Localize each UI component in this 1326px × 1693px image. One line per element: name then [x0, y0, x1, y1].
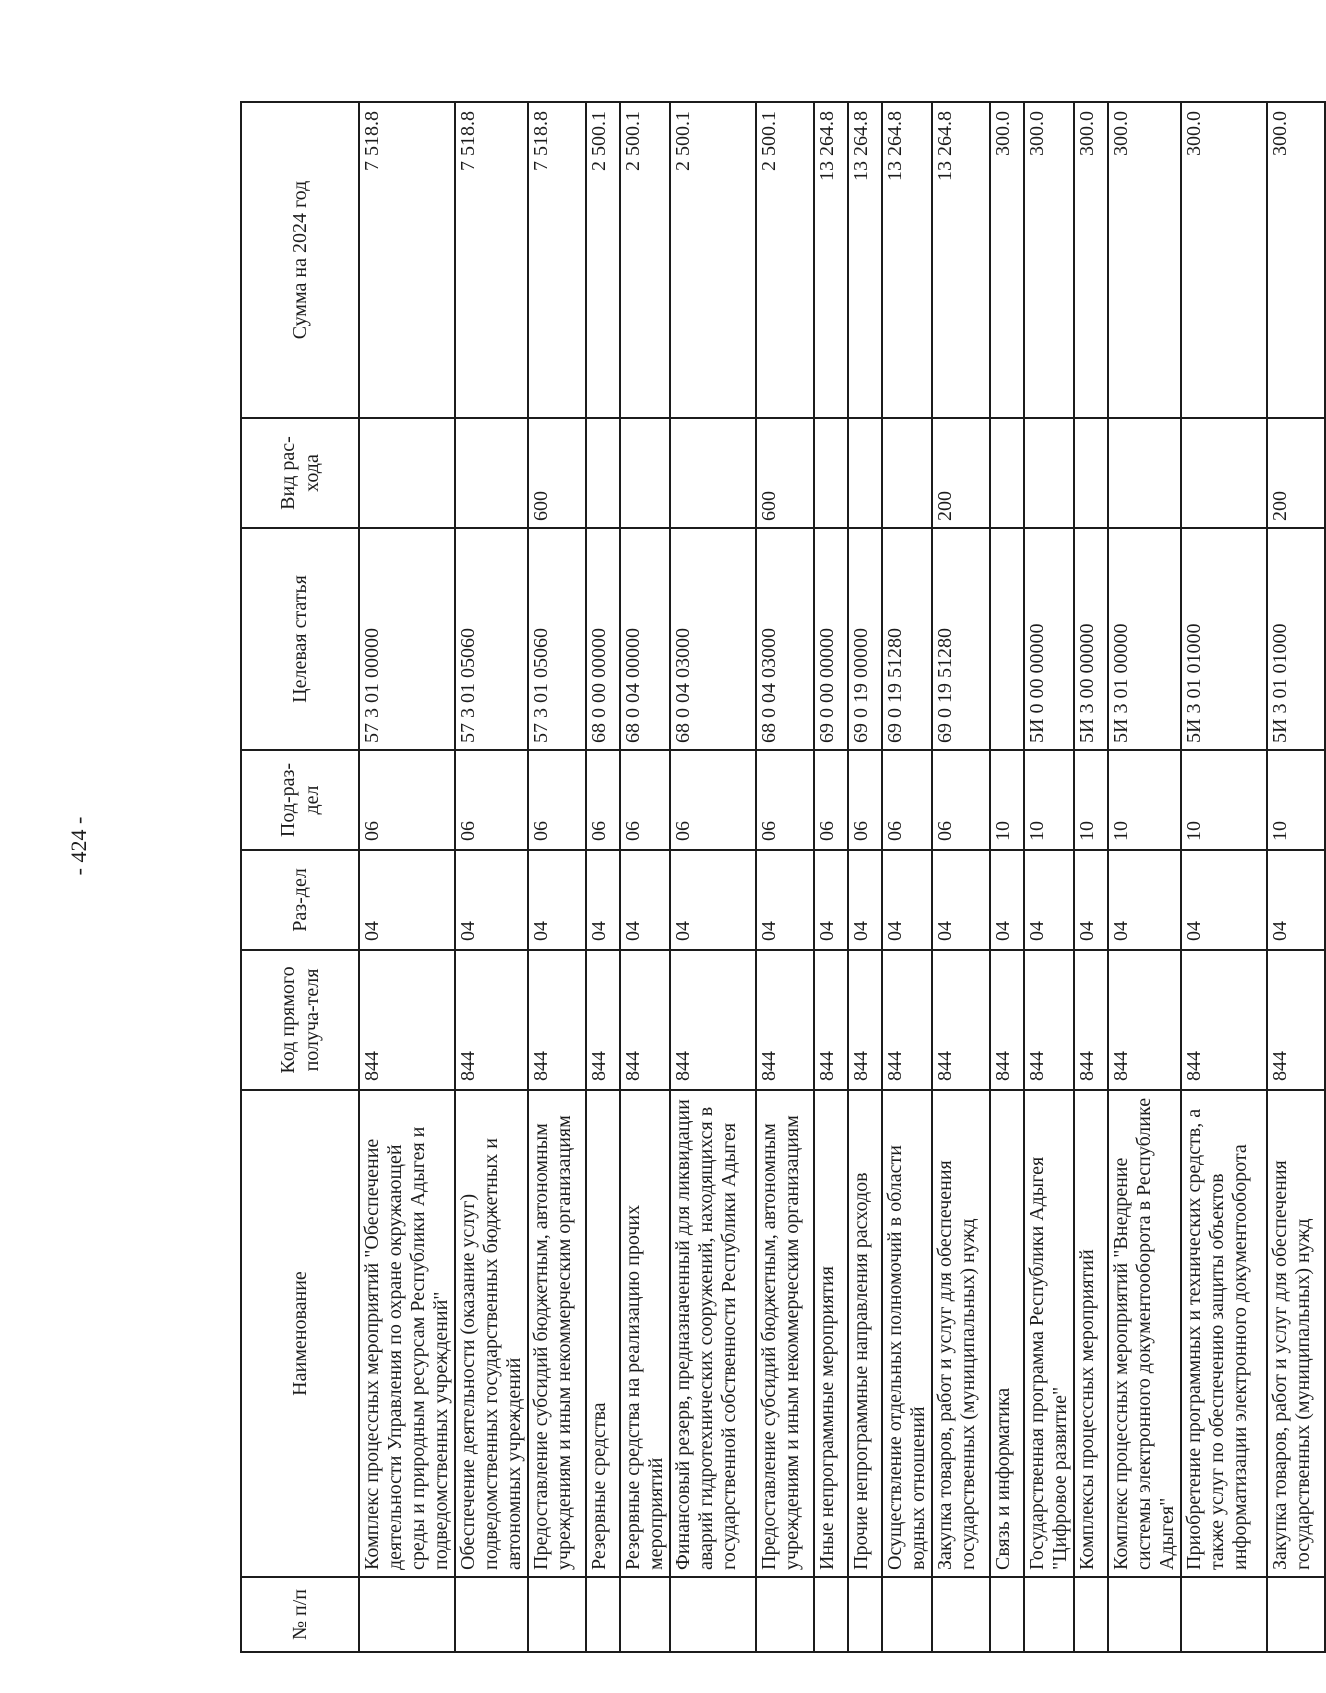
table-row — [670, 102, 756, 1652]
cell-name: Приобретение программных и технических средств, а также услуг по обеспечению защиты объектов информатизации электронного документооборота — [1181, 1090, 1267, 1577]
cell-type: 200 — [932, 418, 990, 528]
cell-sum: 13 264.8 — [882, 102, 932, 418]
cell-name: Связь и информатика — [990, 1090, 1024, 1577]
cell-type — [848, 418, 882, 528]
cell-type — [1024, 418, 1074, 528]
cell-type — [359, 418, 455, 528]
cell-subsection: 06 — [814, 750, 848, 850]
cell-subsection: 06 — [528, 750, 586, 850]
cell-target: 57 3 01 00000 — [359, 528, 455, 750]
header-name: Наименование — [241, 1090, 359, 1577]
header-no: № п/п — [241, 1577, 359, 1652]
cell-sum: 300.0 — [1024, 102, 1074, 418]
header-target: Целевая статья — [241, 528, 359, 750]
cell-no — [1024, 1577, 1074, 1652]
cell-target: 68 0 04 00000 — [620, 528, 670, 750]
cell-sum: 300.0 — [990, 102, 1024, 418]
cell-section: 04 — [1267, 850, 1325, 950]
cell-section: 04 — [455, 850, 528, 950]
cell-code: 844 — [990, 950, 1024, 1090]
cell-subsection: 06 — [670, 750, 756, 850]
cell-type: 200 — [1267, 418, 1325, 528]
table-row — [990, 102, 1024, 1652]
header-section: Раз-дел — [241, 850, 359, 950]
cell-code: 844 — [882, 950, 932, 1090]
cell-section: 04 — [1181, 850, 1267, 950]
cell-section: 04 — [620, 850, 670, 950]
cell-section: 04 — [814, 850, 848, 950]
cell-section: 04 — [586, 850, 620, 950]
cell-subsection: 10 — [1181, 750, 1267, 850]
cell-no — [528, 1577, 586, 1652]
cell-code: 844 — [620, 950, 670, 1090]
table-row — [359, 102, 455, 1652]
cell-no — [1267, 1577, 1325, 1652]
table-row — [932, 102, 990, 1652]
header-subsection: Под-раз-дел — [241, 750, 359, 850]
cell-sum: 7 518.8 — [528, 102, 586, 418]
cell-section: 04 — [670, 850, 756, 950]
cell-target: 5И 3 01 00000 — [1108, 528, 1181, 750]
cell-name: Закупка товаров, работ и услуг для обеспечения государственных (муниципальных) нужд — [1267, 1090, 1325, 1577]
cell-sum: 300.0 — [1267, 102, 1325, 418]
cell-code: 844 — [848, 950, 882, 1090]
table-header-row — [241, 102, 359, 1652]
cell-target: 5И 0 00 00000 — [1024, 528, 1074, 750]
cell-subsection: 06 — [882, 750, 932, 850]
table-row — [1074, 102, 1108, 1652]
cell-subsection: 06 — [756, 750, 814, 850]
table-row — [756, 102, 814, 1652]
cell-target: 69 0 19 00000 — [848, 528, 882, 750]
cell-name: Закупка товаров, работ и услуг для обеспечения государственных (муниципальных) нужд — [932, 1090, 990, 1577]
cell-no — [848, 1577, 882, 1652]
cell-section: 04 — [1074, 850, 1108, 950]
table-row — [1108, 102, 1181, 1652]
cell-subsection: 06 — [620, 750, 670, 850]
cell-target: 57 3 01 05060 — [528, 528, 586, 750]
cell-sum: 300.0 — [1181, 102, 1267, 418]
cell-code: 844 — [932, 950, 990, 1090]
cell-target: 69 0 00 00000 — [814, 528, 848, 750]
cell-code: 844 — [528, 950, 586, 1090]
cell-sum: 13 264.8 — [814, 102, 848, 418]
cell-target: 5И 3 01 01000 — [1181, 528, 1267, 750]
header-sum: Сумма на 2024 год — [241, 102, 359, 418]
header-code: Код прямого получа-теля — [241, 950, 359, 1090]
table-row — [586, 102, 620, 1652]
cell-section: 04 — [848, 850, 882, 950]
cell-target: 5И 3 00 00000 — [1074, 528, 1108, 750]
cell-subsection: 10 — [1108, 750, 1181, 850]
cell-sum: 300.0 — [1108, 102, 1181, 418]
cell-name: Предоставление субсидий бюджетным, автономным учреждениям и иным некоммерческим организациям — [528, 1090, 586, 1577]
cell-type — [455, 418, 528, 528]
rotated-page-content — [240, 103, 1314, 1653]
cell-section: 04 — [990, 850, 1024, 950]
cell-subsection: 10 — [990, 750, 1024, 850]
cell-no — [455, 1577, 528, 1652]
cell-no — [1181, 1577, 1267, 1652]
table-row — [814, 102, 848, 1652]
cell-no — [814, 1577, 848, 1652]
cell-code: 844 — [359, 950, 455, 1090]
cell-target: 57 3 01 05060 — [455, 528, 528, 750]
cell-sum: 13 264.8 — [932, 102, 990, 418]
cell-code: 844 — [1108, 950, 1181, 1090]
cell-name: Комплекс процессных мероприятий "Внедрение системы электронного документооборота в Республике Адыгея" — [1108, 1090, 1181, 1577]
cell-no — [586, 1577, 620, 1652]
cell-code: 844 — [814, 950, 848, 1090]
cell-section: 04 — [932, 850, 990, 950]
table-row — [882, 102, 932, 1652]
cell-no — [359, 1577, 455, 1652]
cell-sum: 2 500.1 — [756, 102, 814, 418]
cell-code: 844 — [455, 950, 528, 1090]
cell-no — [932, 1577, 990, 1652]
cell-sum: 7 518.8 — [455, 102, 528, 418]
cell-subsection: 06 — [932, 750, 990, 850]
cell-subsection: 06 — [586, 750, 620, 850]
cell-target: 69 0 19 51280 — [932, 528, 990, 750]
cell-section: 04 — [528, 850, 586, 950]
cell-code: 844 — [586, 950, 620, 1090]
cell-no — [1074, 1577, 1108, 1652]
cell-sum: 300.0 — [1074, 102, 1108, 418]
table-row — [455, 102, 528, 1652]
cell-sum: 13 264.8 — [848, 102, 882, 418]
cell-type — [1108, 418, 1181, 528]
cell-sum: 2 500.1 — [620, 102, 670, 418]
cell-subsection: 06 — [359, 750, 455, 850]
cell-subsection: 10 — [1024, 750, 1074, 850]
cell-section: 04 — [1108, 850, 1181, 950]
cell-target — [990, 528, 1024, 750]
cell-subsection: 10 — [1267, 750, 1325, 850]
cell-no — [882, 1577, 932, 1652]
cell-subsection: 06 — [455, 750, 528, 850]
table-row — [1267, 102, 1325, 1652]
cell-name: Резервные средства — [586, 1090, 620, 1577]
cell-name: Осуществление отдельных полномочий в области водных отношений — [882, 1090, 932, 1577]
cell-type — [1074, 418, 1108, 528]
cell-no — [620, 1577, 670, 1652]
cell-type — [814, 418, 848, 528]
cell-code: 844 — [1267, 950, 1325, 1090]
cell-name: Прочие непрограммные направления расходов — [848, 1090, 882, 1577]
cell-type — [586, 418, 620, 528]
cell-code: 844 — [756, 950, 814, 1090]
cell-no — [756, 1577, 814, 1652]
table-row — [1181, 102, 1267, 1652]
cell-sum: 2 500.1 — [586, 102, 620, 418]
cell-name: Резервные средства на реализацию прочих мероприятий — [620, 1090, 670, 1577]
cell-type: 600 — [756, 418, 814, 528]
page-number: - 424 - — [66, 816, 91, 876]
cell-section: 04 — [359, 850, 455, 950]
cell-no — [1108, 1577, 1181, 1652]
cell-code: 844 — [670, 950, 756, 1090]
cell-type — [1181, 418, 1267, 528]
cell-target: 69 0 19 51280 — [882, 528, 932, 750]
cell-subsection: 10 — [1074, 750, 1108, 850]
cell-name: Государственная программа Республики Адыгея "Цифровое развитие" — [1024, 1090, 1074, 1577]
cell-target: 68 0 04 03000 — [756, 528, 814, 750]
cell-type: 600 — [528, 418, 586, 528]
cell-type — [990, 418, 1024, 528]
cell-section: 04 — [1024, 850, 1074, 950]
cell-sum: 2 500.1 — [670, 102, 756, 418]
header-type: Вид рас-хода — [241, 418, 359, 528]
cell-code: 844 — [1074, 950, 1108, 1090]
table-row — [1024, 102, 1074, 1652]
cell-name: Комплекс процессных мероприятий "Обеспечение деятельности Управления по охране окружающей среды и природным ресурсам Республики Адыгея и подведомственных учреждений" — [359, 1090, 455, 1577]
cell-no — [990, 1577, 1024, 1652]
cell-type — [670, 418, 756, 528]
cell-section: 04 — [756, 850, 814, 950]
cell-subsection: 06 — [848, 750, 882, 850]
cell-section: 04 — [882, 850, 932, 950]
table-row — [848, 102, 882, 1652]
cell-target: 68 0 04 03000 — [670, 528, 756, 750]
table-row — [620, 102, 670, 1652]
table-row — [528, 102, 586, 1652]
cell-code: 844 — [1181, 950, 1267, 1090]
cell-name: Обеспечение деятельности (оказание услуг) подведомственных государственных бюджетных и автономных учреждений — [455, 1090, 528, 1577]
cell-type — [882, 418, 932, 528]
cell-target: 68 0 00 00000 — [586, 528, 620, 750]
cell-target: 5И 3 01 01000 — [1267, 528, 1325, 750]
cell-name: Комплексы процессных мероприятий — [1074, 1090, 1108, 1577]
cell-type — [620, 418, 670, 528]
budget-table — [240, 101, 1326, 1653]
cell-name: Финансовый резерв, предназначенный для ликвидации аварий гидротехнических сооружений, находящихся в государственной собственности Республики Адыгея — [670, 1090, 756, 1577]
cell-sum: 7 518.8 — [359, 102, 455, 418]
cell-name: Предоставление субсидий бюджетным, автономным учреждениям и иным некоммерческим организациям — [756, 1090, 814, 1577]
cell-no — [670, 1577, 756, 1652]
cell-code: 844 — [1024, 950, 1074, 1090]
cell-name: Иные непрограммные мероприятия — [814, 1090, 848, 1577]
